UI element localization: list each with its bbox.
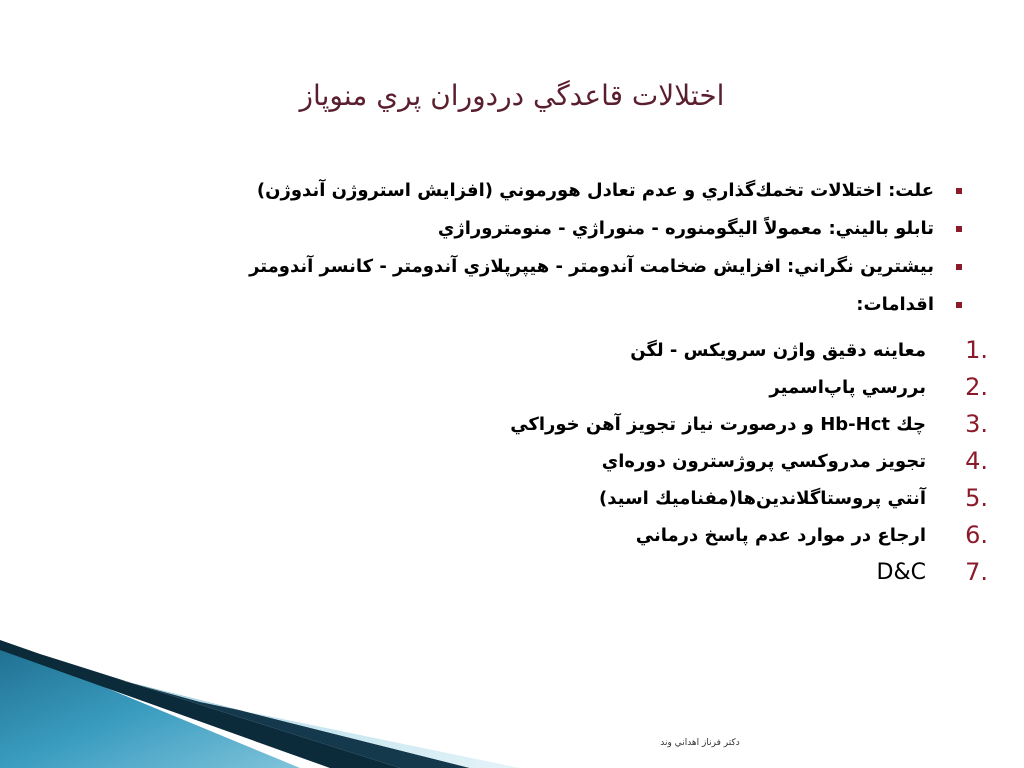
bullet-item bbox=[174, 210, 934, 248]
step-number: 3. bbox=[965, 410, 988, 438]
step-text: معاينه دقيق واژن سرويكس - لگن bbox=[630, 340, 926, 361]
bullet-text: بيشترين نگراني: افزايش ضخامت آندومتر - هيپرپلازي آندومتر - كانسر آندومتر bbox=[249, 256, 934, 277]
slide-title: اختلالات قاعدگي دردوران پري منوپاز bbox=[299, 79, 725, 112]
step-number: 5. bbox=[965, 484, 988, 512]
square-bullet-icon bbox=[956, 264, 962, 270]
step-item bbox=[246, 369, 988, 406]
step-number: 6. bbox=[965, 521, 988, 549]
step-item bbox=[246, 443, 988, 480]
author-footer: دكتر فرناز اهداني وند bbox=[660, 738, 740, 748]
step-number: 2. bbox=[965, 373, 988, 401]
step-text: چك Hb-Hct و درصورت نياز تجويز آهن خوراكي bbox=[510, 414, 926, 435]
bullet-item bbox=[174, 248, 934, 286]
step-number: 7. bbox=[965, 558, 988, 586]
bullet-list bbox=[174, 172, 934, 324]
bullet-text: اقدامات: bbox=[856, 294, 934, 315]
bullet-text: علت: اختلالات تخمك‌گذاري و عدم تعادل هورموني (افزايش استروژن آندوژن) bbox=[256, 180, 934, 201]
step-item bbox=[246, 406, 988, 443]
decorative-wave-graphic bbox=[0, 640, 520, 768]
step-item bbox=[246, 517, 988, 554]
step-item bbox=[246, 554, 988, 591]
bullet-item bbox=[174, 172, 934, 210]
step-text: آنتي پروستاگلاندين‌ها(مفناميك اسيد) bbox=[599, 488, 926, 509]
bullet-text: تابلو باليني: معمولاً اليگومنوره - منوراژي - منومتروراژي bbox=[437, 218, 934, 239]
step-text: تجويز مدروكسي پروژسترون دوره‌اي bbox=[601, 451, 926, 472]
step-number: 4. bbox=[965, 447, 988, 475]
step-item bbox=[246, 480, 988, 517]
step-item bbox=[246, 332, 988, 369]
bullet-item bbox=[174, 286, 934, 324]
square-bullet-icon bbox=[956, 188, 962, 194]
step-number: 1. bbox=[965, 336, 988, 364]
square-bullet-icon bbox=[956, 226, 962, 232]
step-text: بررسي پاپ‌اسمير bbox=[769, 377, 926, 398]
action-steps-list bbox=[246, 332, 988, 591]
square-bullet-icon bbox=[956, 302, 962, 308]
step-text: D&C bbox=[876, 560, 926, 585]
step-text: ارجاع در موارد عدم پاسخ درماني bbox=[635, 525, 926, 546]
